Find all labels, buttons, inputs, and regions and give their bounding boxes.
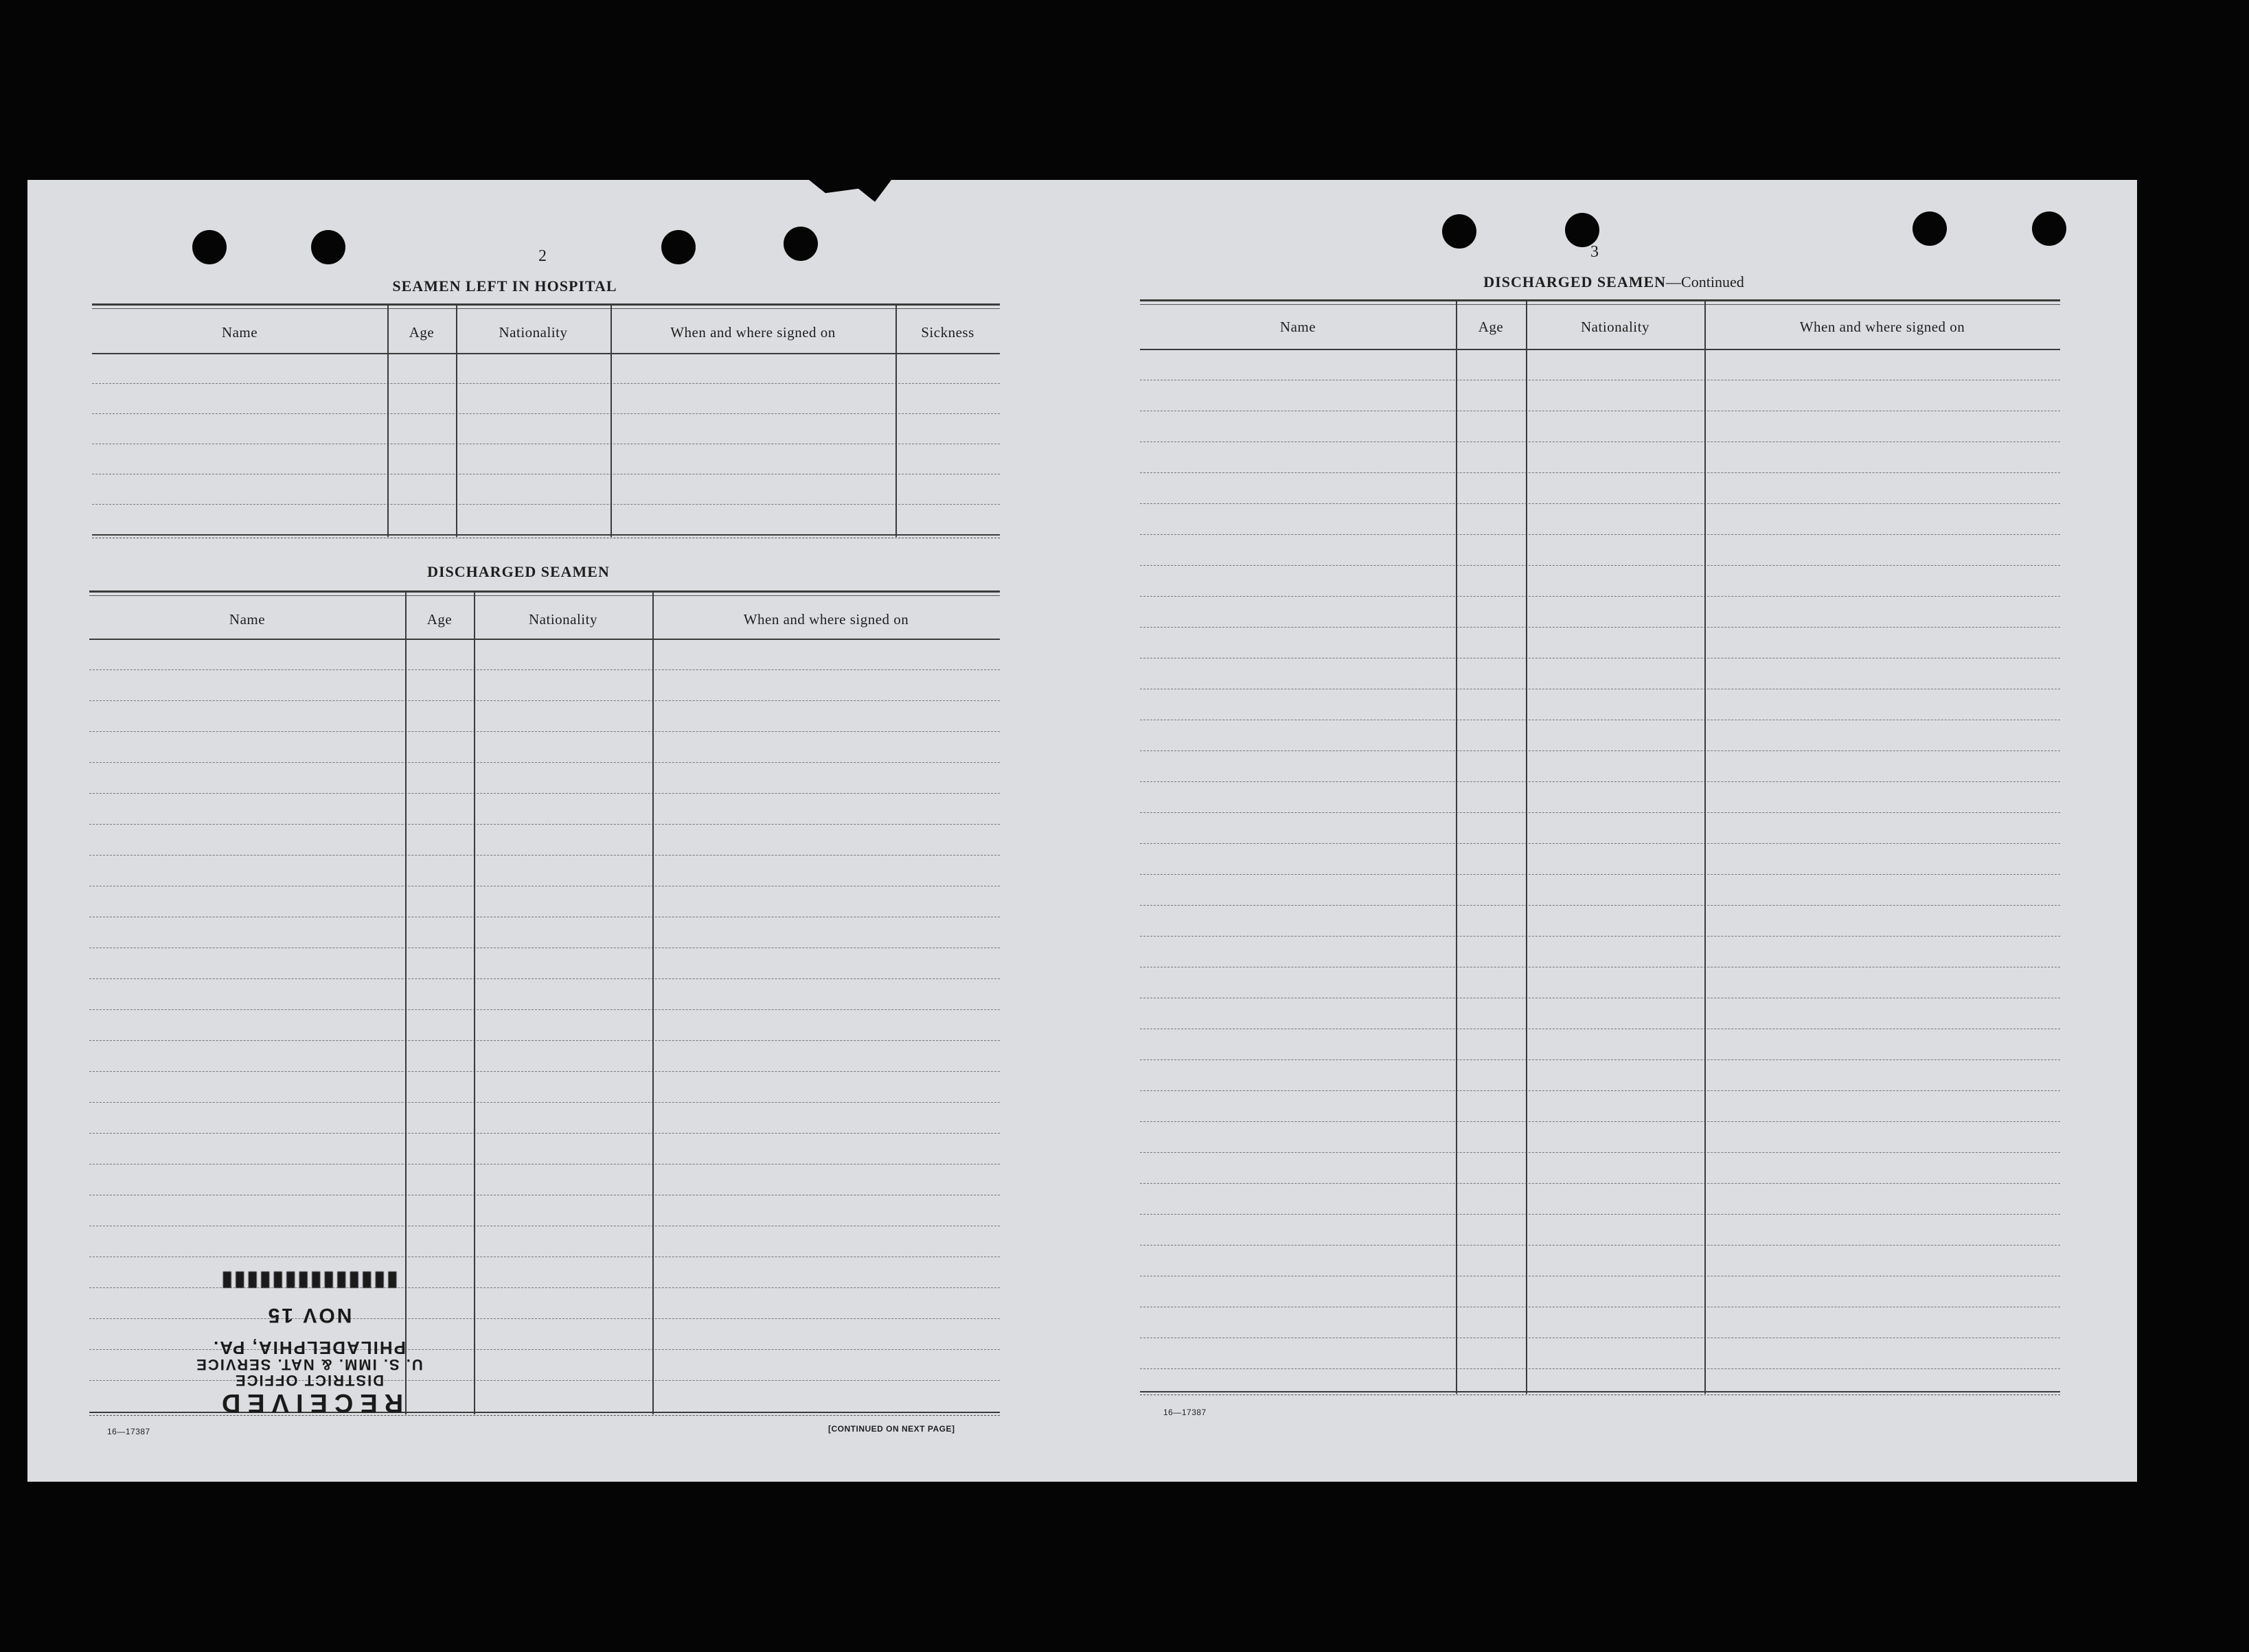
discharged-continued-table bbox=[1140, 299, 2060, 1405]
paper-tear bbox=[809, 180, 891, 202]
table-row bbox=[89, 978, 1000, 979]
column-header-name: Name bbox=[229, 611, 266, 628]
table-bottom-rule bbox=[92, 534, 1000, 538]
column-divider bbox=[652, 590, 654, 1414]
table-row bbox=[1140, 1152, 2060, 1153]
table-row bbox=[89, 1164, 1000, 1165]
ledger-sheet bbox=[27, 180, 2137, 1482]
stamp-serial-marks: ▮▮▮▮▮▮▮▮▮▮▮▮▮▮ bbox=[220, 1270, 398, 1293]
binder-hole bbox=[1913, 211, 1947, 246]
table-row bbox=[1140, 1214, 2060, 1215]
column-header-nationality: Nationality bbox=[529, 611, 597, 628]
hospital-table bbox=[92, 303, 1000, 544]
table-row bbox=[89, 1133, 1000, 1134]
binder-hole bbox=[1442, 214, 1476, 249]
column-divider bbox=[1526, 299, 1527, 1394]
table-row bbox=[1140, 1183, 2060, 1184]
form-number-left: 16—17387 bbox=[107, 1427, 150, 1436]
table-row bbox=[1140, 1090, 2060, 1091]
column-divider bbox=[456, 303, 457, 537]
continued-note: [CONTINUED ON NEXT PAGE] bbox=[828, 1424, 955, 1434]
stamp-line: PHILADELPHIA, PA. bbox=[212, 1337, 406, 1358]
column-header-name: Name bbox=[221, 324, 258, 341]
column-header-age: Age bbox=[1478, 319, 1504, 335]
binder-hole bbox=[661, 230, 696, 264]
table-row bbox=[92, 504, 1000, 505]
form-number-right: 16—17387 bbox=[1163, 1408, 1207, 1417]
table-row bbox=[1140, 472, 2060, 473]
column-divider bbox=[610, 303, 612, 537]
table-row bbox=[1140, 596, 2060, 597]
column-divider bbox=[1704, 299, 1706, 1394]
column-divider bbox=[387, 303, 389, 537]
column-header-signed-on: When and where signed on bbox=[670, 324, 836, 341]
table-row bbox=[1140, 781, 2060, 782]
table-row bbox=[1140, 936, 2060, 937]
column-header-age: Age bbox=[426, 611, 453, 628]
stamp-date: NOV 15 bbox=[266, 1303, 352, 1327]
table-row bbox=[1140, 503, 2060, 504]
table-row bbox=[89, 762, 1000, 763]
binder-hole bbox=[311, 230, 345, 264]
column-divider bbox=[1456, 299, 1457, 1394]
table-row bbox=[89, 855, 1000, 856]
table-row bbox=[89, 1071, 1000, 1072]
table-top-rule bbox=[89, 590, 1000, 596]
table-row bbox=[1140, 1059, 2060, 1060]
header-rule bbox=[1140, 349, 2060, 350]
table-row bbox=[92, 413, 1000, 414]
stamp-line: DISTRICT OFFICE bbox=[233, 1372, 385, 1390]
table-row bbox=[1140, 812, 2060, 813]
header-rule bbox=[92, 353, 1000, 354]
table-row bbox=[89, 1009, 1000, 1010]
table-row bbox=[1140, 565, 2060, 566]
header-rule bbox=[89, 639, 1000, 640]
binder-hole bbox=[1565, 213, 1599, 247]
table-row bbox=[1140, 1368, 2060, 1369]
table-top-rule bbox=[1140, 299, 2060, 305]
table-row bbox=[89, 700, 1000, 701]
stamp-line: RECEIVED bbox=[214, 1388, 404, 1417]
page-number-right: 3 bbox=[1590, 243, 1599, 261]
table-row bbox=[1140, 627, 2060, 628]
table-row bbox=[1140, 534, 2060, 535]
table-row bbox=[1140, 1245, 2060, 1246]
column-header-name: Name bbox=[1279, 319, 1316, 335]
column-header-signed-on: When and where signed on bbox=[743, 611, 909, 628]
discharged-continued-title-main: DISCHARGED SEAMEN bbox=[1483, 273, 1667, 290]
hospital-section-title: SEAMEN LEFT IN HOSPITAL bbox=[392, 277, 617, 295]
column-header-signed-on: When and where signed on bbox=[1799, 319, 1965, 335]
table-row bbox=[89, 1040, 1000, 1041]
discharged-continued-title bbox=[1332, 273, 1895, 291]
table-row bbox=[92, 383, 1000, 384]
table-row bbox=[1140, 874, 2060, 875]
page-number-left: 2 bbox=[538, 247, 547, 265]
column-divider bbox=[895, 303, 897, 537]
binder-hole bbox=[2032, 211, 2066, 246]
binder-hole bbox=[192, 230, 227, 264]
received-stamp bbox=[158, 1196, 460, 1416]
table-row bbox=[89, 669, 1000, 670]
column-header-nationality: Nationality bbox=[1581, 319, 1649, 335]
discharged-section-title: DISCHARGED SEAMEN bbox=[427, 563, 610, 580]
column-header-age: Age bbox=[409, 324, 435, 341]
table-row bbox=[89, 731, 1000, 732]
table-top-rule bbox=[92, 303, 1000, 309]
table-row bbox=[1140, 441, 2060, 442]
table-row bbox=[89, 824, 1000, 825]
table-row bbox=[1140, 750, 2060, 751]
column-header-sickness: Sickness bbox=[921, 324, 974, 341]
table-bottom-rule bbox=[1140, 1391, 2060, 1395]
table-row bbox=[1140, 1121, 2060, 1122]
binder-hole bbox=[784, 227, 818, 261]
table-row bbox=[1140, 905, 2060, 906]
table-row bbox=[89, 1102, 1000, 1103]
table-row bbox=[1140, 843, 2060, 844]
column-header-nationality: Nationality bbox=[499, 324, 568, 341]
column-divider bbox=[474, 590, 475, 1414]
continued-suffix: —Continued bbox=[1666, 273, 1744, 290]
stamp-line: U. S. IMM. & NAT. SERVICE bbox=[195, 1356, 423, 1374]
table-row bbox=[89, 793, 1000, 794]
